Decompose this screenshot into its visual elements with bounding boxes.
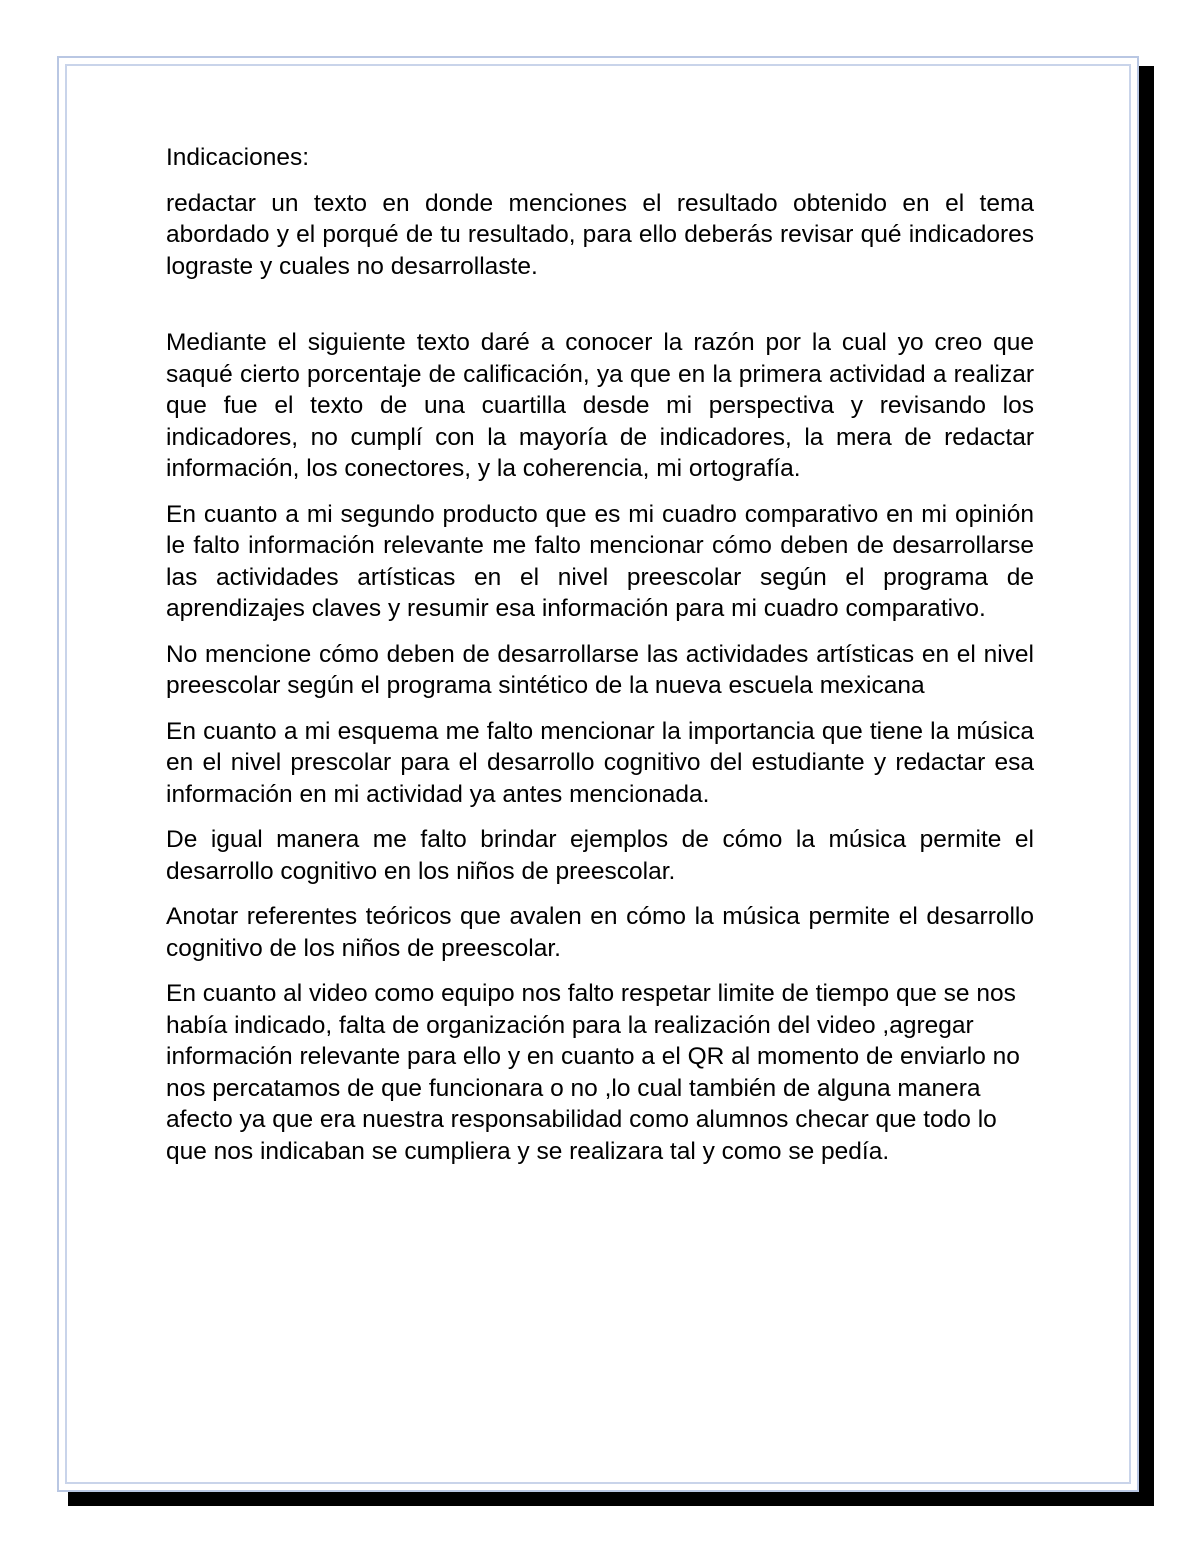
instructions-heading: Indicaciones: — [166, 144, 310, 171]
body-paragraph-1: Mediante el siguiente texto daré a conocer la razón por la cual yo creo que saqué cierto porcentaje de calificación, ya que en la primera actividad a realizar que fue el texto de una cuartilla desde mi perspectiva y revisando los indicadores, no cumplí con la mayoría de indicadores, la mera de redactar información, los conectores, y la coherencia, mi ortografía. — [166, 329, 1034, 482]
body-paragraph-3: No mencione cómo deben de desarrollarse las actividades artísticas en el nivel preescolar según el programa sintético de la nueva escuela mexicana — [166, 640, 1034, 699]
document-body — [166, 142, 1034, 1181]
instructions-paragraph: redactar un texto en donde menciones el resultado obtenido en el tema abordado y el porqué de tu resultado, para ello deberás revisar qué indicadores lograste y cuales no desarrollaste. — [166, 189, 1034, 280]
body-paragraph-6: Anotar referentes teóricos que avalen en cómo la música permite el desarrollo cognitivo de los niños de preescolar. — [166, 903, 1034, 962]
body-paragraph-4: En cuanto a mi esquema me falto mencionar la importancia que tiene la música en el nivel prescolar para el desarrollo cognitivo del estudiante y redactar esa información en mi actividad ya antes mencionada. — [166, 717, 1034, 808]
body-paragraph-2: En cuanto a mi segundo producto que es mi cuadro comparativo en mi opinión le falto información relevante me falto mencionar cómo deben de desarrollarse las actividades artísticas en el nivel preescolar según el programa de aprendizajes claves y resumir esa información para mi cuadro comparativo. — [166, 500, 1034, 622]
body-paragraph-7: En cuanto al video como equipo nos falto respetar limite de tiempo que se nos había indicado, falta de organización para la realización del video ,agregar información relevante para ello y en cuanto a el QR al momento de enviarlo no nos percatamos de que funcionara o no ,lo cual también de alguna manera afecto ya que era nuestra responsabilidad como alumnos checar que todo lo que nos indicaban se cumpliera y se realizara tal y como se pedía. — [166, 980, 1020, 1165]
body-paragraph-5: De igual manera me falto brindar ejemplos de cómo la música permite el desarrollo cognitivo en los niños de preescolar. — [166, 826, 1034, 885]
